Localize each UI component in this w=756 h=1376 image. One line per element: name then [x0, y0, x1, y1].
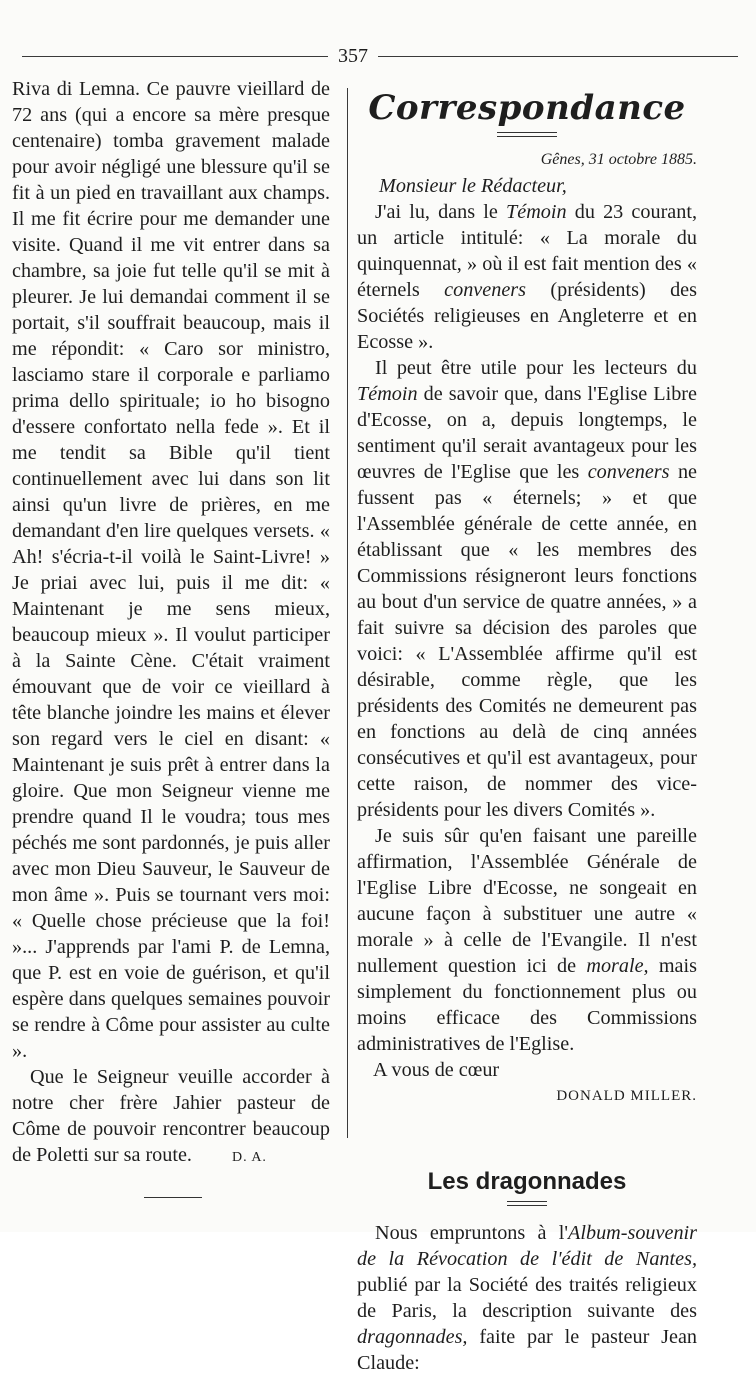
left-paragraph-2 [12, 1064, 330, 1171]
text-span: publié par la Société des traités religieux de Paris, la description suivante des [357, 1274, 697, 1322]
temoin-title: Témoin [357, 383, 418, 405]
text-span: faite par le pasteur Jean Claude: [357, 1326, 697, 1374]
end-rule [144, 1197, 202, 1198]
temoin-title: Témoin [506, 201, 567, 223]
column-divider [347, 88, 348, 1138]
closing: A vous de cœur [373, 1059, 500, 1081]
text-span: mais simplement du fonctionnement plus ou moins efficace des Commissions administratives de l'Eglise. [357, 955, 697, 1055]
dragonnades-paragraph [357, 1220, 697, 1376]
right-column [357, 88, 697, 1376]
dragonnades-title-rule [507, 1201, 547, 1206]
text-span: Je suis sûr qu'en faisant une pareille affirmation, l'Assemblée Générale de l'Eglise Libre d'Ecosse, ne songeait en aucune façon à substituer une autre « morale » à celle de l'Evangile. Il n'est nullement question ici de [357, 825, 697, 977]
text-span: Il peut être utile pour les lecteurs du [375, 357, 697, 379]
page-number: 357 [328, 44, 378, 68]
conveners-term: conveners [587, 461, 670, 483]
dragonnades-heading: Les dragonnades [427, 1168, 627, 1195]
text-span: de savoir que, dans l'Eglise Libre d'Ecosse, on a, depuis longtemps, le sentiment qu'il serait avantageux pour les œuvres de l'Eglise que les [357, 383, 697, 483]
left-column [12, 76, 330, 1198]
text-span: ne fussent pas « éternels; » et que l'Assemblée générale de cette année, en établissant que « les membres des Commissions résigneront leurs fonctions au bout d'un service de quatre années, » a fait suivre sa décision des paroles que voici: « L'Assemblée affirme qu'il est désirable, comme règle, que les présidents des Comités ne demeurent pas en fonctions au delà de cinq années consécutives et qu'il est avantageux, pour cette raison, de nommer des vice-présidents pour les divers Comités ». [357, 461, 697, 821]
dragonnades-term: dragonnades, [357, 1326, 468, 1348]
conveners-term: conveners [444, 279, 526, 301]
header-rule [22, 56, 738, 57]
correspondence-heading: Correspondance [368, 88, 686, 128]
salutation: Monsieur le Rédacteur, [379, 175, 567, 197]
correspondence-title-rule [497, 132, 557, 137]
text-span: (présidents) des Sociétés religieuses en Angleterre et en Ecosse ». [357, 279, 697, 353]
correspondence-paragraph-3 [357, 823, 697, 1057]
signature-donald-miller: DONALD MILLER. [556, 1088, 697, 1104]
morale-term: morale, [586, 955, 649, 977]
album-title: Album-souvenir de la Révocation de l'édit de Nantes, [357, 1222, 697, 1270]
dateline: Gênes, 31 octobre 1885. [540, 151, 697, 168]
text-span: J'ai lu, dans le [375, 201, 507, 223]
correspondence-paragraph-2 [357, 355, 697, 823]
left-paragraph-2-text: Que le Seigneur veuille accorder à notre cher frère Jahier pasteur de Côme de pouvoir rencontrer beaucoup de Poletti sur sa route. [12, 1066, 330, 1166]
left-paragraph-1: Riva di Lemna. Ce pauvre vieillard de 72 ans (qui a encore sa mère presque centenaire) tomba gravement malade pour avoir négligé une blessure qu'il se fit à un pied en travaillant aux champs. Il me fit écrire pour me demander une visite. Quand il me vit entrer dans sa chambre, sa joie fut telle qu'il se mit à pleurer. Je lui demandai comment il se portait, s'il souffrait beaucoup, mais il me répondit: « Caro sor ministro, lasciamo stare il corporale e parliamo prima dello spirituale; io ho bisogno d'essere confortato nella fede ». Et il me tendit sa Bible qu'il tient continuellement avec lui dans son lit ainsi qu'un livre de prières, en me demandant d'en lire quelques versets. « Ah! s'écria-t-il voilà le Saint-Livre! » Je priai avec lui, puis il me dit: « Maintenant je me sens mieux, beaucoup mieux ». Il voulut participer à la Sainte Cène. C'était vraiment émouvant que de voir ce vieillard à tête blanche joindre les mains et élever son regard vers le ciel en disant: « Maintenant je suis prêt à entrer dans la gloire. Que mon Seigneur vienne me prendre quand Il le voudra; tous mes péchés me sont pardonnés, je puis aller avec mon Dieu Sauveur, le Sauveur de mon âme ». Puis se tournant vers moi: « Quelle chose précieuse que la foi! »... J'apprends par l'ami P. de Lemna, que P. est en voie de guérison, et qu'il espère dans quelques semaines pouvoir se rendre à Côme pour assister au culte ». [12, 78, 330, 1062]
text-span: du 23 courant, un article intitulé: « La morale du quinquennat, » où il est fait mention des « éternels [357, 201, 697, 301]
signature-da: D. A. [231, 1150, 267, 1165]
text-span: Nous empruntons à l' [375, 1222, 569, 1244]
correspondence-paragraph-1 [357, 199, 697, 355]
